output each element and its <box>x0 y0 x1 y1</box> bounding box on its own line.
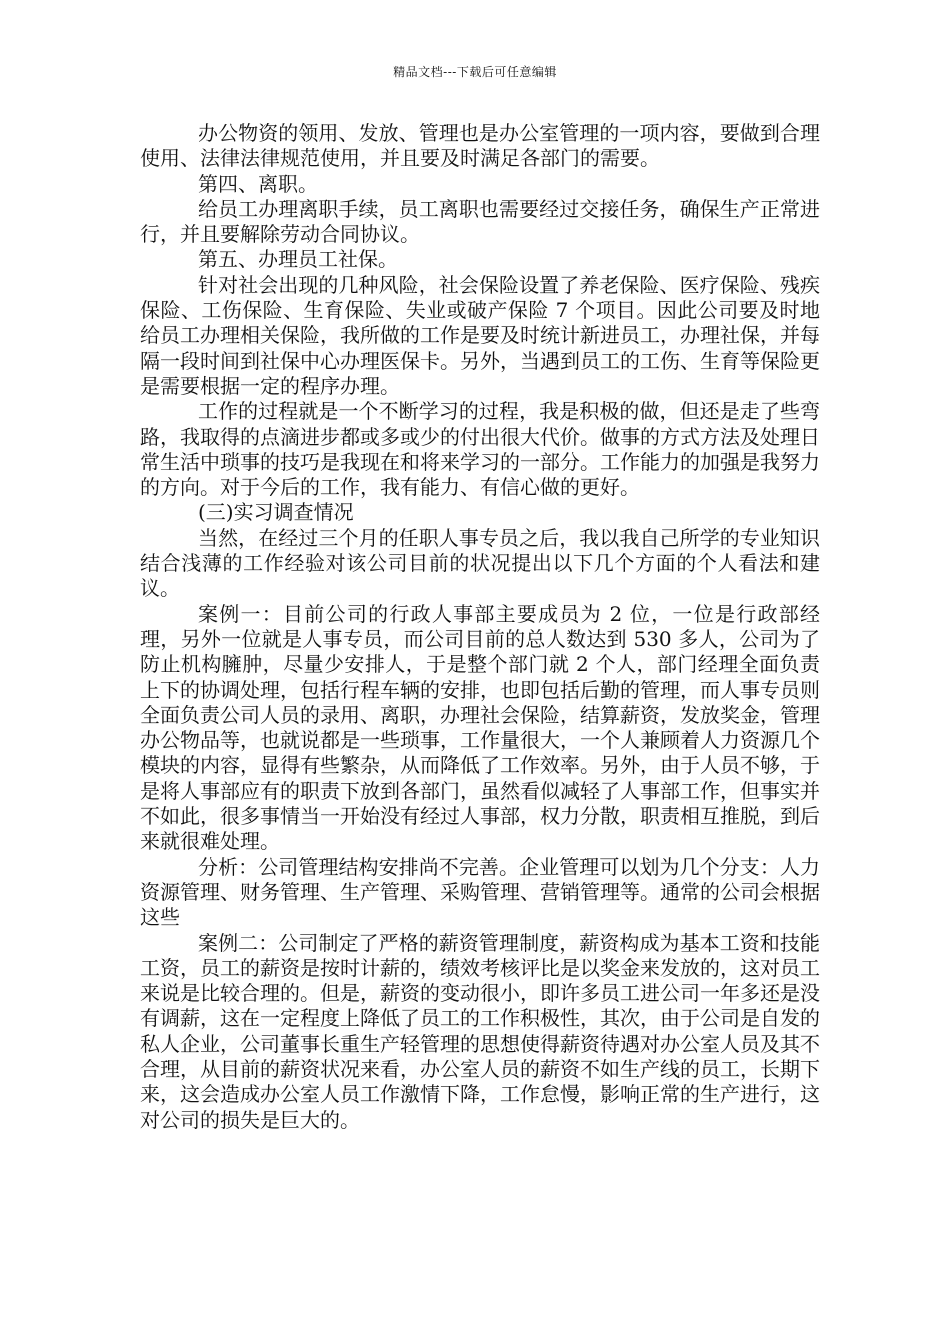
paragraph-survey-intro: 当然，在经过三个月的任职人事专员之后，我以我自己所学的专业知识结合浅薄的工作经验对该公司目前的状况提出以下几个方面的个人看法和建议。 <box>140 525 820 601</box>
paragraph-analysis: 分析：公司管理结构安排尚不完善。企业管理可以划为几个分支：人力资源管理、财务管理、生产管理、采购管理、营销管理等。通常的公司会根据这些 <box>140 854 820 930</box>
section-heading-resignation: 第四、离职。 <box>198 171 318 196</box>
paragraph-office-supplies: 办公物资的领用、发放、管理也是办公室管理的一项内容，要做到合理使用、法律法律规范使用，并且要及时满足各部门的需要。 <box>140 121 820 171</box>
section-heading-social-insurance: 第五、办理员工社保。 <box>198 247 398 272</box>
paragraph-social-insurance: 针对社会出现的几种风险，社会保险设置了养老保险、医疗保险、残疾保险、工伤保险、生育保险、失业或破产保险 7 个项目。因此公司要及时地给员工办理相关保险，我所做的工作是要及时统计新进员工，办理社保，并每隔一段时间到社保中心办理医保卡。另外，当遇到员工的工伤、生育等保险更是需要根据一定的程序办理。 <box>140 272 820 398</box>
document-body <box>140 121 820 1133</box>
paragraph-case-one: 案例一：目前公司的行政人事部主要成员为 2 位，一位是行政部经理，另外一位就是人事专员，而公司目前的总人数达到 530 多人，公司为了防止机构臃肿，尽量少安排人，于是整个部门就 2 个人，部门经理全面负责上下的协调处理，包括行程车辆的安排，也即包括后勤的管理，而人事专员则全面负责公司人员的录用、离职，办理社会保险，结算薪资，发放奖金，管理办公物品等，也就说都是一些琐事，工作量很大，一个人兼顾着人力资源几个模块的内容，显得有些繁杂，从而降低了工作效率。另外，由于人员不够，于是将人事部应有的职责下放到各部门，虽然看似减轻了人事部工作，但事实并不如此，很多事情当一开始没有经过人事部，权力分散，职责相互推脱，到后来就很难处理。 <box>140 601 820 854</box>
section-heading-internship-survey: (三)实习调查情况 <box>198 500 354 525</box>
paragraph-work-process: 工作的过程就是一个不断学习的过程，我是积极的做，但还是走了些弯路，我取得的点滴进步都或多或少的付出很大代价。做事的方式方法及处理日常生活中琐事的技巧是我现在和将来学习的一部分。工作能力的加强是我努力的方向。对于今后的工作，我有能力、有信心做的更好。 <box>140 399 820 500</box>
paragraph-case-two: 案例二：公司制定了严格的薪资管理制度，薪资构成为基本工资和技能工资，员工的薪资是按时计薪的，绩效考核评比是以奖金来发放的，这对员工来说是比较合理的。但是，薪资的变动很小，即许多员工进公司一年多还是没有调薪，这在一定程度上降低了员工的工作积极性，其次，由于公司是自发的私人企业，公司董事长重生产轻管理的思想使得薪资待遇对办公室人员及其不合理，从目前的薪资状况来看，办公室人员的薪资不如生产线的员工，长期下来，这会造成办公室人员工作激情下降，工作怠慢，影响正常的生产进行，这对公司的损失是巨大的。 <box>140 930 820 1132</box>
page-header: 精品文档---下载后可任意编辑 <box>393 65 557 79</box>
paragraph-resignation: 给员工办理离职手续，员工离职也需要经过交接任务，确保生产正常进行，并且要解除劳动合同协议。 <box>140 196 820 247</box>
